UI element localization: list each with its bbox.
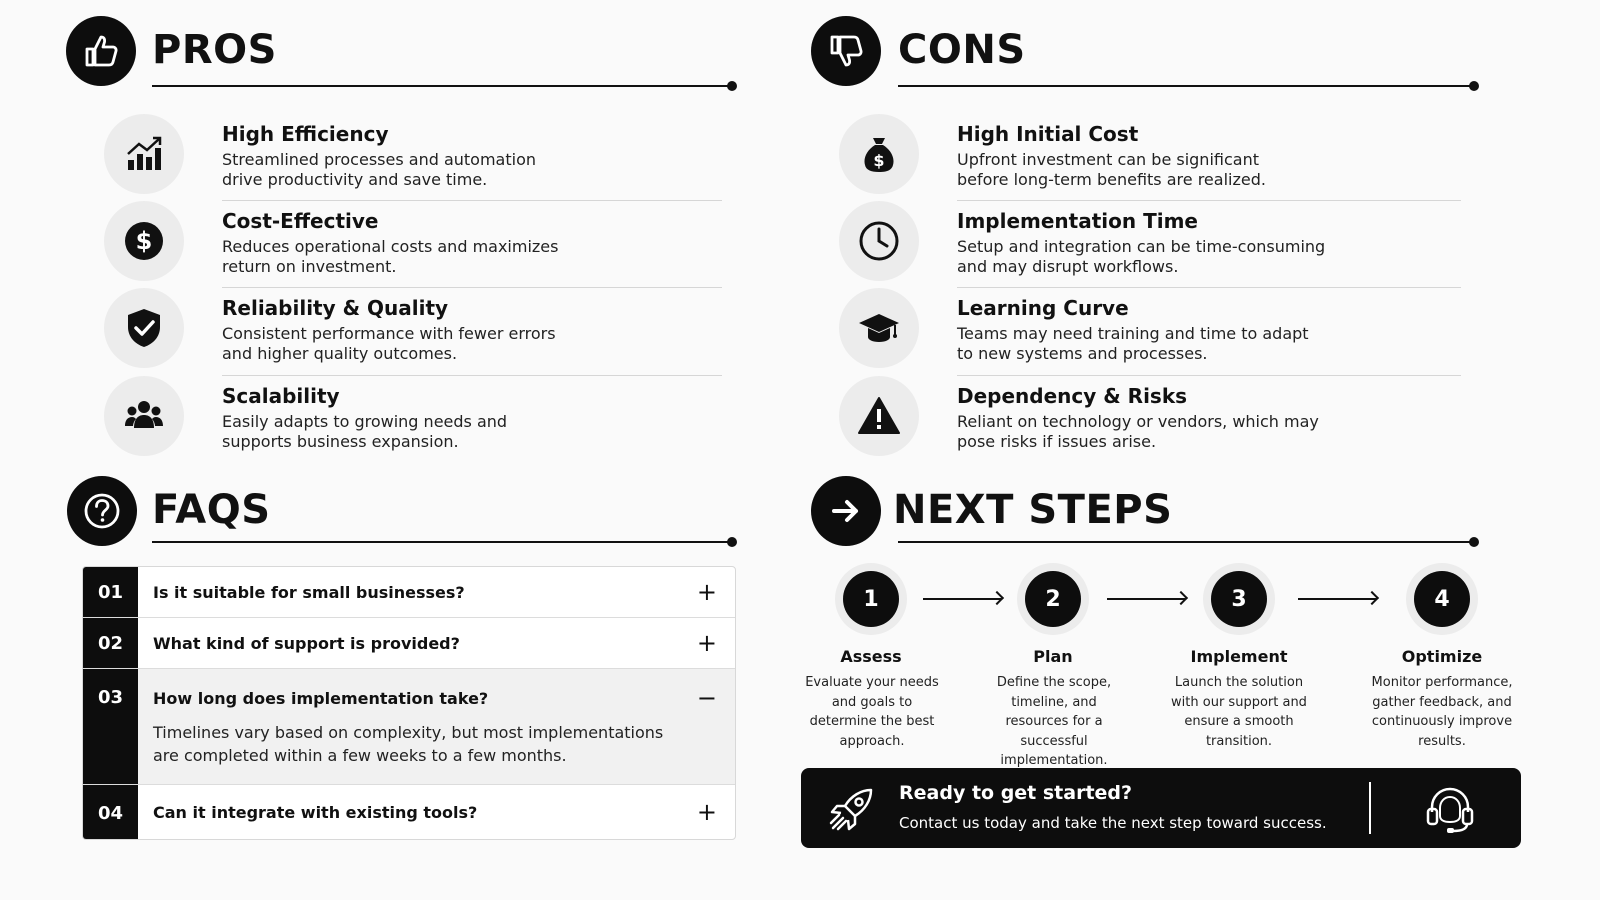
- collapse-icon[interactable]: −: [696, 684, 717, 712]
- faq-number: 02: [83, 618, 138, 668]
- step-name: Implement: [1190, 647, 1288, 666]
- cons-item-title: Implementation Time: [957, 209, 1198, 233]
- thumbs-up-icon: [66, 16, 136, 86]
- faq-item-03[interactable]: [83, 669, 736, 785]
- faq-question[interactable]: How long does implementation take?: [153, 689, 489, 708]
- cons-item-title: High Initial Cost: [957, 122, 1139, 146]
- rocket-icon: [825, 782, 879, 836]
- faq-answer: Timelines vary based on complexity, but most implementations are completed within a few weeks to a few months.: [153, 723, 664, 765]
- faq-number: 04: [83, 785, 138, 840]
- step-arrow-icon: [1298, 598, 1376, 600]
- pros-title: PROS: [152, 27, 277, 73]
- graduation-cap-icon: [839, 288, 919, 368]
- faq-question[interactable]: What kind of support is provided?: [153, 634, 460, 653]
- step-number: 1: [843, 571, 899, 627]
- dollar-icon: [104, 201, 184, 281]
- step-name: Optimize: [1401, 647, 1483, 666]
- cons-rule: [898, 85, 1474, 87]
- people-icon: [104, 376, 184, 456]
- faq-number: 03: [83, 669, 138, 784]
- pros-item-title: Cost-Effective: [222, 209, 379, 233]
- step-number: 3: [1211, 571, 1267, 627]
- warning-icon: [839, 376, 919, 456]
- faq-number: 01: [83, 567, 138, 617]
- thumbs-down-icon: [811, 16, 881, 86]
- svg-text:$: $: [135, 227, 153, 255]
- cta-banner[interactable]: [801, 768, 1521, 848]
- pros-item-title: Scalability: [222, 384, 340, 408]
- next-steps-title: NEXT STEPS: [893, 487, 1173, 533]
- faqs-title: FAQS: [152, 487, 271, 533]
- pros-item-desc: Consistent performance with fewer errors and higher quality outcomes.: [222, 324, 556, 363]
- cons-item-title: Dependency & Risks: [957, 384, 1188, 408]
- faq-list: [82, 566, 736, 840]
- step-number: 2: [1025, 571, 1081, 627]
- divider: [957, 287, 1461, 288]
- pros-item-desc: Streamlined processes and automation drive productivity and save time.: [222, 150, 536, 189]
- faq-item-01[interactable]: [83, 567, 736, 618]
- step-number-badge: [1017, 563, 1089, 635]
- cons-item-desc: Teams may need training and time to adapt to new systems and processes.: [957, 324, 1309, 363]
- divider: [222, 375, 722, 376]
- divider: [222, 200, 722, 201]
- step-arrow-icon: [1107, 598, 1185, 600]
- faqs-rule: [152, 541, 732, 543]
- cons-item-title: Learning Curve: [957, 296, 1129, 320]
- step-number-badge: [1203, 563, 1275, 635]
- expand-icon[interactable]: +: [696, 798, 717, 826]
- step-desc: Monitor performance, gather feedback, and continuously improve results.: [1371, 675, 1513, 749]
- cons-item-desc: Reliant on technology or vendors, which may pose risks if issues arise.: [957, 412, 1319, 451]
- shield-check-icon: [104, 288, 184, 368]
- pros-item-desc: Easily adapts to growing needs and supports business expansion.: [222, 412, 508, 451]
- pros-item-title: Reliability & Quality: [222, 296, 449, 320]
- clock-icon: [839, 201, 919, 281]
- money-bag-icon: [839, 114, 919, 194]
- faq-item-02[interactable]: [83, 618, 736, 669]
- step-arrow-icon: [923, 598, 1001, 600]
- pros-item-title: High Efficiency: [222, 122, 389, 146]
- divider: [222, 287, 722, 288]
- pros-rule: [152, 85, 732, 87]
- step-name: Assess: [840, 647, 902, 666]
- step-number: 4: [1414, 571, 1470, 627]
- step-desc: Evaluate your needs and goals to determine the best approach.: [805, 675, 939, 749]
- step-number-badge: [835, 563, 907, 635]
- cons-item-desc: Upfront investment can be significant before long-term benefits are realized.: [957, 150, 1266, 189]
- arrow-right-icon: [811, 476, 881, 546]
- growth-chart-icon: [104, 114, 184, 194]
- cta-divider: [1369, 782, 1371, 834]
- svg-text:$: $: [873, 151, 885, 170]
- cons-item-desc: Setup and integration can be time-consuming and may disrupt workflows.: [957, 237, 1326, 276]
- next-steps-rule: [898, 541, 1474, 543]
- question-icon: [67, 476, 137, 546]
- cta-title: Ready to get started?: [899, 782, 1133, 804]
- cons-title: CONS: [898, 27, 1026, 73]
- step-name: Plan: [1033, 647, 1073, 666]
- step-desc: Define the scope, timeline, and resources for a successful implementation.: [996, 675, 1112, 768]
- expand-icon[interactable]: +: [696, 629, 717, 657]
- cta-subtitle: Contact us today and take the next step toward success.: [899, 814, 1327, 832]
- pros-item-desc: Reduces operational costs and maximizes return on investment.: [222, 237, 559, 276]
- divider: [957, 200, 1461, 201]
- expand-icon[interactable]: +: [696, 578, 717, 606]
- step-number-badge: [1406, 563, 1478, 635]
- divider: [957, 375, 1461, 376]
- faq-question[interactable]: Can it integrate with existing tools?: [153, 803, 478, 822]
- faq-question[interactable]: Is it suitable for small businesses?: [153, 583, 465, 602]
- step-desc: Launch the solution with our support and ensure a smooth transition.: [1171, 675, 1307, 749]
- headset-icon[interactable]: [1423, 782, 1477, 836]
- faq-item-04[interactable]: [83, 785, 736, 840]
